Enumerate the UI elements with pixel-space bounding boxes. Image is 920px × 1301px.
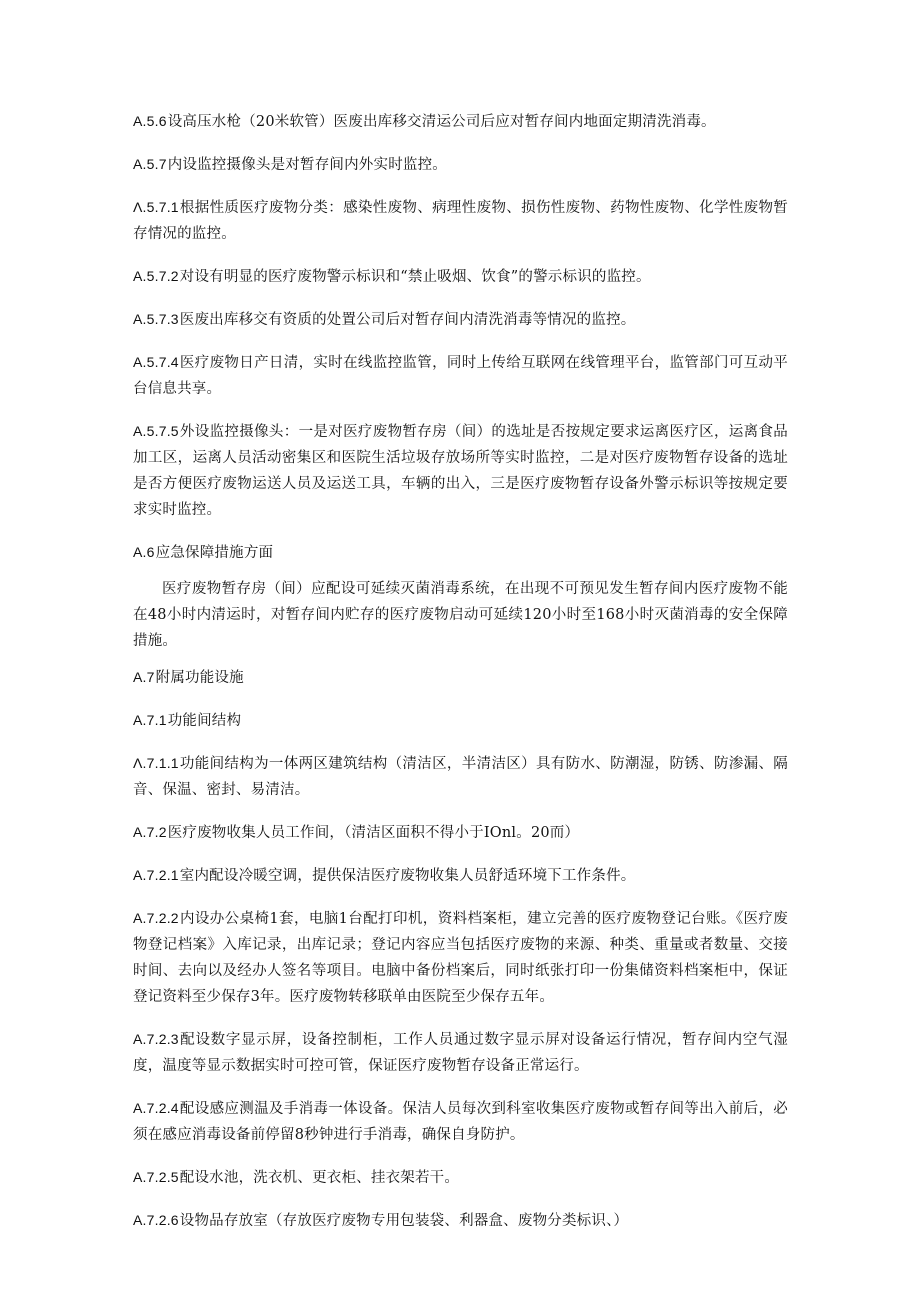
paragraph <box>133 1026 788 1079</box>
paragraph <box>133 539 788 566</box>
paragraph-text: 室内配设冷暖空调，提供保洁医疗废物收集人员舒适环境下工作条件。 <box>179 868 636 884</box>
section-number: A.7.1 <box>133 712 167 728</box>
paragraph <box>133 707 788 734</box>
section-number: A.7.2.1 <box>133 867 179 883</box>
section-number: A.7.2.4 <box>133 1100 179 1116</box>
section-number: A.5.7.5 <box>133 423 179 439</box>
section-number: A.5.7.2 <box>133 268 179 284</box>
paragraph <box>133 819 788 846</box>
paragraph-text: 对设有明显的医疗废物警示标识和“禁止吸烟、饮食”的警示标识的监控。 <box>179 269 651 285</box>
paragraph-text: 附属功能设施 <box>155 670 244 686</box>
section-number: A.5.7.4 <box>133 354 179 370</box>
paragraph-text: 配设水池，洗衣机、更衣柜、挂衣架若干。 <box>179 1170 460 1186</box>
paragraph-text: 应急保障措施方面 <box>155 545 274 561</box>
paragraph-text: 功能间结构为一体两区建筑结构（清洁区，半清洁区）具有防水、防潮湿，防锈、防渗漏、隔音、保温、密封、易清洁。 <box>133 756 788 798</box>
paragraph-text: 配设感应测温及手消毒一体设备。保洁人员每次到科室收集医疗废物或暂存间等出入前后，必须在感应消毒设备前停留8秒钟进行手消毒，确保自身防护。 <box>133 1101 788 1143</box>
section-number: A.7 <box>133 669 155 685</box>
section-number: A.7.2.5 <box>133 1169 179 1185</box>
section-number: A.7.2.3 <box>133 1031 179 1047</box>
paragraph-text: 内设监控摄像头是对暂存间内外实时监控。 <box>167 157 448 173</box>
section-number: A.5.6 <box>133 113 167 129</box>
paragraph-text: 医废出库移交有资质的处置公司后对暂存间内清洗消毒等情况的监控。 <box>179 312 636 328</box>
section-number: A.7.2 <box>133 824 167 840</box>
paragraph <box>133 306 788 333</box>
paragraph <box>133 263 788 290</box>
paragraph-text: 外设监控摄像头：一是对医疗废物暂存房（间）的选址是否按规定要求运离医疗区，运离食品加工区，运离人员活动密集区和医院生活垃圾存放场所等实时监控，二是对医疗废物暂存设备的选址是否方便医疗废物运送人员及运送工具，车辆的出入，三是医疗废物暂存设备外警示标识等按规定要求实时监控。 <box>133 424 788 518</box>
paragraph-text: 根据性质医疗废物分类：感染性废物、病理性废物、损伤性废物、药物性废物、化学性废物暂存情况的监控。 <box>133 200 788 242</box>
document-body <box>133 108 788 1250</box>
section-number: A.6 <box>133 544 155 560</box>
paragraph <box>133 862 788 889</box>
paragraph-text: 设物品存放室（存放医疗废物专用包装袋、利器盒、废物分类标识、） <box>179 1213 629 1229</box>
paragraph <box>133 1207 788 1234</box>
paragraph <box>133 905 788 1010</box>
paragraph <box>133 151 788 178</box>
paragraph <box>133 1164 788 1191</box>
paragraph <box>133 664 788 691</box>
paragraph-text: 配设数字显示屏，设备控制柜，工作人员通过数字显示屏对设备运行情况，暂存间内空气湿度，温度等显示数据实时可控可管，保证医疗废物暂存设备正常运行。 <box>133 1032 788 1074</box>
section-number: A.5.7.3 <box>133 311 179 327</box>
paragraph <box>133 576 788 654</box>
section-number: A.5.7 <box>133 156 167 172</box>
paragraph <box>133 418 788 523</box>
paragraph <box>133 1095 788 1148</box>
paragraph <box>133 750 788 803</box>
paragraph-text: 内设办公桌椅1套，电脑1台配打印机，资料档案柜，建立完善的医疗废物登记台账。《医疗废物登记档案》入库记录，出库记录；登记内容应当包括医疗废物的来源、种类、重量或者数量、交接时间、去向以及经办人签名等项目。电脑中备份档案后，同时纸张打印一份集储资料档案柜中，保证登记资料至少保存3年。医疗废物转移联单由医院至少保存五年。 <box>133 911 788 1005</box>
paragraph-text: 医疗废物收集人员工作间，（清洁区面积不得小于IOnl。20而） <box>167 825 580 841</box>
paragraph-text: 医疗废物暂存房（间）应配设可延续灭菌消毒系统，在出现不可预见发生暂存间内医疗废物不能在48小时内清运时，对暂存间内贮存的医疗废物启动可延续120小时至168小时灭菌消毒的安全保障措施。 <box>133 581 788 649</box>
section-number: Λ.7.1.1 <box>133 755 179 771</box>
paragraph-text: 医疗废物日产日清，实时在线监控监管，同时上传给互联网在线管理平台，监管部门可互动平台信息共享。 <box>133 355 788 397</box>
paragraph-text: 功能间结构 <box>167 713 242 729</box>
paragraph <box>133 349 788 402</box>
section-number: A.7.2.6 <box>133 1212 179 1228</box>
paragraph-text: 设高压水枪（20米软管）医废出库移交清运公司后应对暂存间内地面定期清洗消毒。 <box>167 114 716 130</box>
section-number: Λ.5.7.1 <box>133 199 179 215</box>
paragraph <box>133 108 788 135</box>
paragraph <box>133 194 788 247</box>
section-number: A.7.2.2 <box>133 910 179 926</box>
